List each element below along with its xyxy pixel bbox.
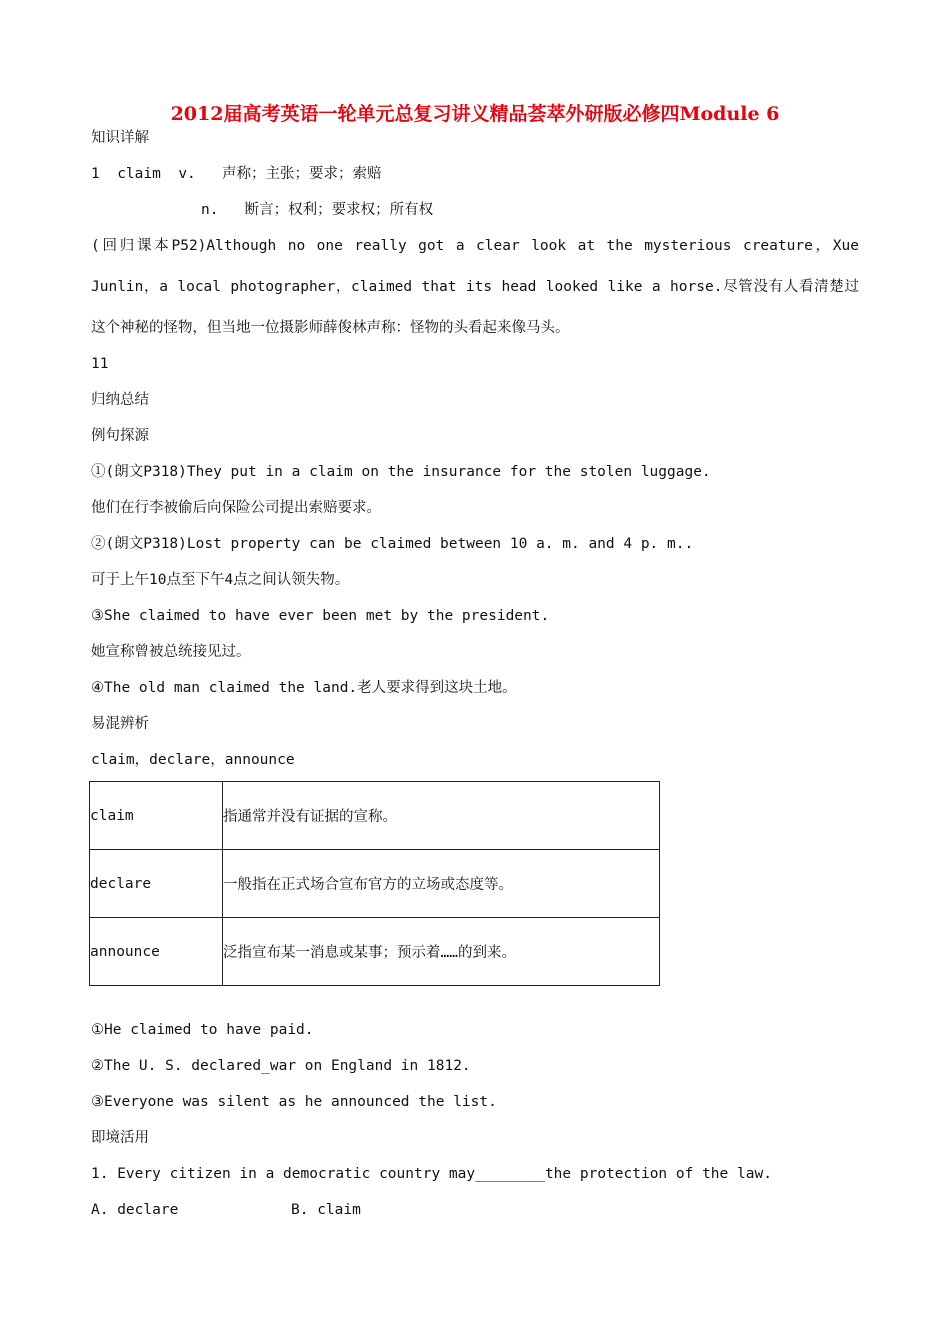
example-1-en: ①(朗文P318)They put in a claim on the insurance for the stolen luggage.: [91, 464, 711, 480]
question-option-b: B. claim: [291, 1202, 361, 1218]
entry-pos-verb: v.: [178, 166, 196, 182]
entry-noun-line: [201, 200, 433, 220]
entry-word: claim: [117, 166, 161, 182]
example-3-zh: 她宣称曾被总统接见过。: [91, 644, 251, 660]
example-2-en: ②(朗文P318)Lost property can be claimed between 10 a. m. and 4 p. m..: [91, 536, 694, 552]
table-row: [90, 782, 660, 850]
table-row: [90, 850, 660, 918]
table-cell-desc: 一般指在正式场合宣布官方的立场或态度等。: [223, 850, 660, 918]
textbook-example-line2: Junlin，a local photographer，claimed that its head looked like a horse.尽管没有人看清楚过: [91, 279, 859, 295]
entry-number: 1: [91, 166, 100, 182]
stray-number: 11: [91, 356, 109, 372]
textbook-example-line3: 这个神秘的怪物，但当地一位摄影师薛俊林声称：怪物的头看起来像马头。: [91, 320, 570, 336]
entry-meaning-verb: 声称；主张；要求；索赔: [222, 166, 382, 182]
example-1-zh: 他们在行李被偷后向保险公司提出索赔要求。: [91, 500, 381, 516]
entry-pos-noun: n.: [201, 202, 219, 218]
textbook-example-line1: (回归课本P52)Although no one really got a clear look at the mysterious creature，Xue: [91, 238, 859, 254]
confusion-example-2: ②The U. S. declared_war on England in 1812.: [91, 1058, 471, 1074]
example-2-zh: 可于上午10点至下午4点之间认领失物。: [91, 572, 350, 588]
table-cell-word: declare: [90, 850, 223, 918]
table-cell-word: announce: [90, 918, 223, 986]
question-stem: 1. Every citizen in a democratic country may________the protection of the law.: [91, 1166, 772, 1182]
document-title: 2012届高考英语一轮单元总复习讲义精品荟萃外研版必修四Module 6: [170, 103, 780, 125]
section-heading-examples: 例句探源: [91, 428, 149, 444]
confusion-example-3: ③Everyone was silent as he announced the list.: [91, 1094, 497, 1110]
confusion-example-1: ①He claimed to have paid.: [91, 1022, 314, 1038]
section-heading-summary: 归纳总结: [91, 392, 149, 408]
entry-verb-line: [91, 164, 382, 184]
comparison-table: [89, 781, 660, 986]
table-cell-desc: 泛指宣布某一消息或某事；预示着……的到来。: [223, 918, 660, 986]
entry-meaning-noun: 断言；权利；要求权；所有权: [244, 202, 434, 218]
confusion-words: claim，declare，announce: [91, 752, 295, 768]
table-cell-desc: 指通常并没有证据的宣称。: [223, 782, 660, 850]
example-4-en: ④The old man claimed the land.老人要求得到这块土地。: [91, 680, 517, 696]
section-heading-knowledge: 知识详解: [91, 130, 149, 146]
table-cell-word: claim: [90, 782, 223, 850]
section-heading-practice: 即境活用: [91, 1130, 149, 1146]
question-option-a: A. declare: [91, 1202, 179, 1218]
example-3-en: ③She claimed to have ever been met by the president.: [91, 608, 550, 624]
table-row: [90, 918, 660, 986]
section-heading-confusion: 易混辨析: [91, 716, 149, 732]
